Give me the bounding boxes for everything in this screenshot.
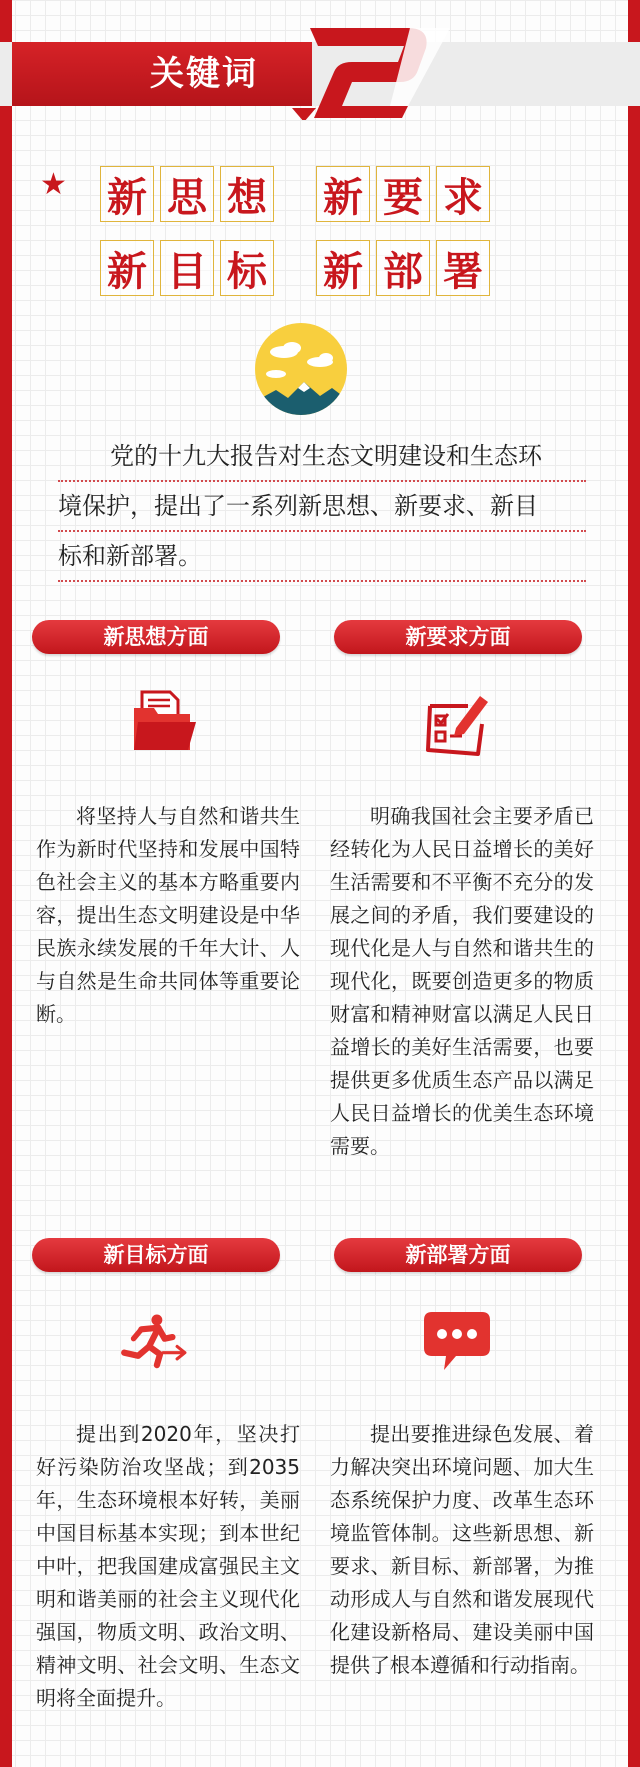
title-row-2 (100, 240, 490, 296)
title-char: 要 (376, 166, 430, 222)
right-border (628, 0, 640, 1767)
title-char: 新 (100, 240, 154, 296)
title-char: 新 (316, 240, 370, 296)
section-label-new-deployment: 新部署方面 (334, 1238, 582, 1272)
section-text-new-deployment: 提出要推进绿色发展、着力解决突出环境问题、加大生态系统保护力度、改革生态环境监管体制。这些新思想、新要求、新目标、新部署，为推动形成人与自然和谐发展现代化建设新格局、建设美丽中国提供了根本遵循和行动指南。 (330, 1422, 594, 1677)
star-icon: ★ (40, 167, 67, 202)
section-label-new-thinking: 新思想方面 (32, 620, 280, 654)
section-label-new-requirements: 新要求方面 (334, 620, 582, 654)
title-row-1 (100, 166, 490, 222)
title-char: 思 (160, 166, 214, 222)
title-char: 新 (100, 166, 154, 222)
section-text-new-thinking: 将坚持人与自然和谐共生作为新时代坚持和发展中国特色社会主义的基本方略重要内容，提出生态文明建设是中华民族永续发展的千年大计、人与自然是生命共同体等重要论断。 (36, 804, 300, 1026)
header-title: 关键词 (150, 54, 258, 94)
chat-bubble-icon (422, 1308, 492, 1378)
intro-line: 党的十九大报告对生态文明建设和生态环 (58, 432, 586, 482)
number-two-icon (290, 10, 450, 120)
section-text-new-goals: 提出到2020年，坚决打好污染防治攻坚战；到2035年，生态环境根本好转，美丽中国目标基本实现；到本世纪中叶，把我国建成富强民主文明和谐美丽的社会主义现代化强国，物质文明、政治文明、精神文明、社会文明、生态文明将全面提升。 (36, 1422, 300, 1710)
sun-landscape-icon (254, 322, 348, 416)
section-label-new-goals: 新目标方面 (32, 1238, 280, 1272)
running-person-icon (118, 1306, 188, 1376)
title-char: 想 (220, 166, 274, 222)
left-border (0, 0, 12, 1767)
section-text-new-requirements: 明确我国社会主要矛盾已经转化为人民日益增长的美好生活需要和不平衡不充分的发展之间的矛盾，我们要建设的现代化是人与自然和谐共生的现代化，既要创造更多的物质财富和精神财富以满足人民日益增长的美好生活需要，也要提供更多优质生态产品以满足人民日益增长的优美生态环境需要。 (330, 804, 594, 1158)
title-char: 新 (316, 166, 370, 222)
intro-line: 境保护，提出了一系列新思想、新要求、新目 (58, 482, 586, 532)
checklist-pen-icon (422, 688, 492, 758)
title-char: 标 (220, 240, 274, 296)
title-char: 部 (376, 240, 430, 296)
title-char: 署 (436, 240, 490, 296)
title-char: 求 (436, 166, 490, 222)
folder-icon (130, 686, 200, 756)
intro-paragraph (58, 432, 586, 582)
intro-line: 标和新部署。 (58, 532, 586, 582)
title-char: 目 (160, 240, 214, 296)
